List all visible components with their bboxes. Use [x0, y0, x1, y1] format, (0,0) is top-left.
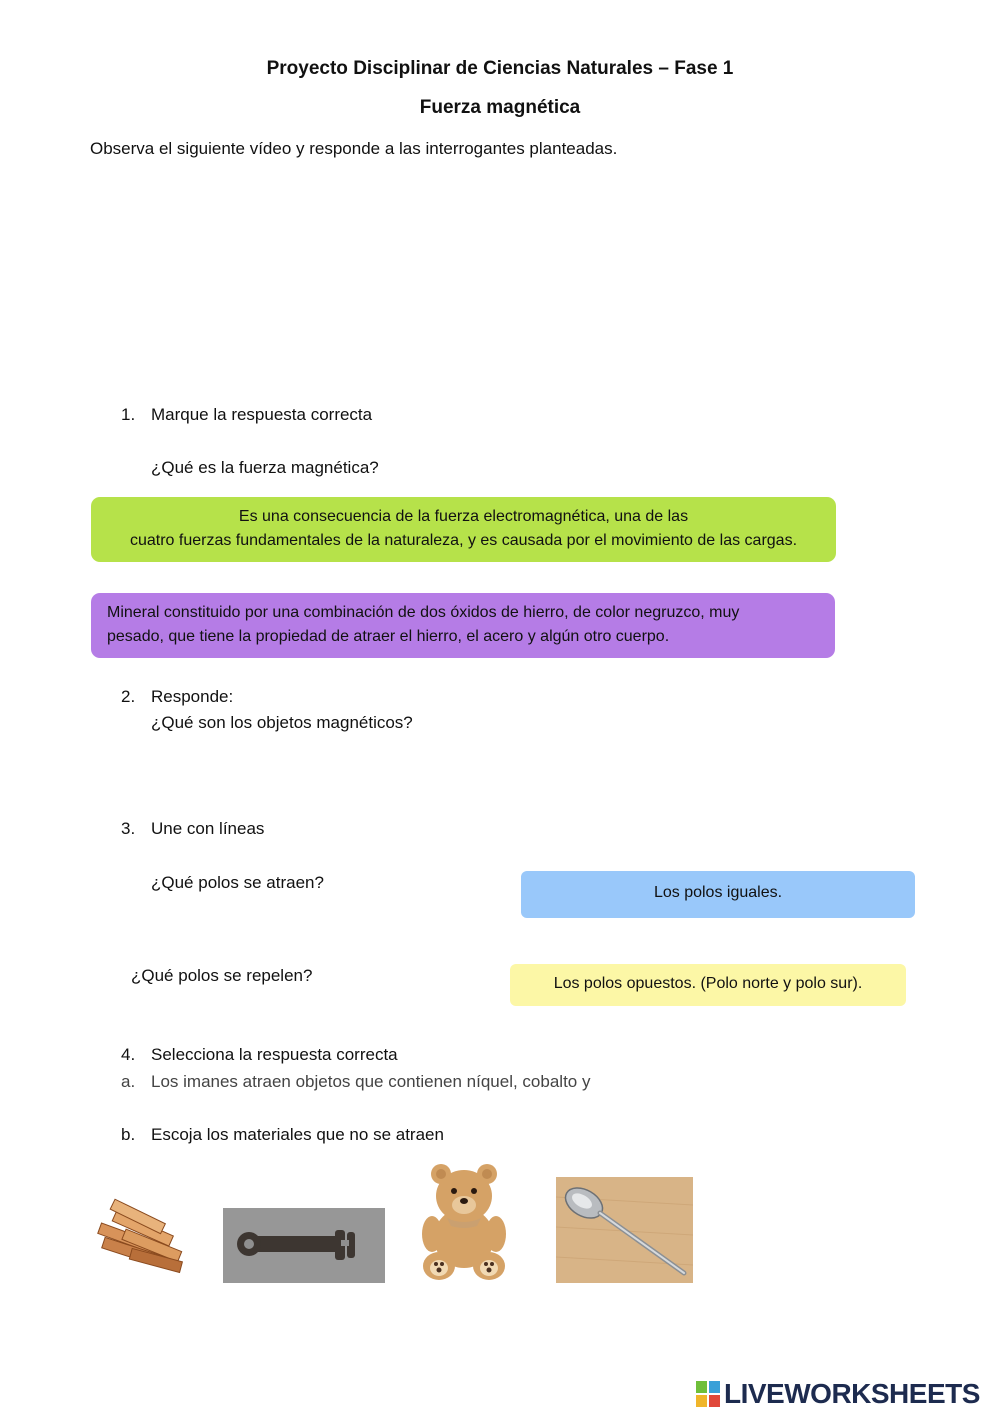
- q4-b-text: Escoja los materiales que no se atraen: [151, 1125, 444, 1144]
- liveworksheets-text: LIVEWORKSHEETS: [724, 1378, 980, 1409]
- metal-spoon-image[interactable]: [556, 1177, 693, 1283]
- instruction-text: Observa el siguiente vídeo y responde a las interrogantes planteadas.: [90, 139, 618, 158]
- page-title: Proyecto Disciplinar de Ciencias Naturales – Fase 1: [266, 58, 734, 79]
- q1-question: ¿Qué es la fuerza magnética?: [151, 458, 379, 477]
- q3-number: 3.: [121, 819, 136, 838]
- q4-b: [121, 1125, 444, 1145]
- q1-heading: [121, 405, 372, 425]
- page-subtitle: Fuerza magnética: [419, 97, 581, 118]
- q4-b-letter: b.: [121, 1125, 136, 1144]
- q4-a: [121, 1072, 590, 1092]
- q3-heading: [121, 819, 264, 839]
- q2-label: Responde:: [151, 687, 234, 706]
- q1-option-b-line1: Mineral constituido por una combinación de dos óxidos de hierro, de color negruzco, muy: [107, 604, 740, 621]
- q1-option-a-line2: cuatro fuerzas fundamentales de la naturaleza, y es causada por el movimiento de las cargas.: [129, 532, 798, 549]
- q4-label: Selecciona la respuesta correcta: [151, 1045, 398, 1064]
- liveworksheets-icon: [696, 1381, 720, 1407]
- metal-key-image[interactable]: [223, 1208, 385, 1283]
- q1-option-a-line1: Es una consecuencia de la fuerza electromagnética, una de las: [238, 508, 689, 525]
- q3-right-2[interactable]: Los polos opuestos. (Polo norte y polo sur).: [510, 964, 906, 1006]
- q2-number: 2.: [121, 687, 136, 706]
- wood-sticks-image[interactable]: [92, 1195, 188, 1280]
- q1-option-a[interactable]: [91, 497, 836, 562]
- q2-question: ¿Qué son los objetos magnéticos?: [151, 713, 413, 732]
- q1-option-b-line2: pesado, que tiene la propiedad de atraer el hierro, el acero y algún otro cuerpo.: [107, 628, 670, 645]
- q4-a-letter: a.: [121, 1072, 136, 1091]
- q3-left-2[interactable]: ¿Qué polos se repelen?: [131, 966, 313, 985]
- teddy-bear-image[interactable]: [417, 1160, 511, 1283]
- q1-label: Marque la respuesta correcta: [151, 405, 373, 424]
- liveworksheets-logo: [696, 1374, 980, 1414]
- q1-option-b[interactable]: [91, 593, 835, 658]
- q4-heading: [121, 1045, 398, 1065]
- q4-number: 4.: [121, 1045, 136, 1064]
- q1-number: 1.: [121, 405, 136, 424]
- q4-a-text: Los imanes atraen objetos que contienen níquel, cobalto y: [151, 1072, 591, 1091]
- q3-right-1[interactable]: Los polos iguales.: [521, 871, 915, 918]
- q3-label: Une con líneas: [151, 819, 265, 838]
- q2-heading: [121, 687, 233, 707]
- q3-left-1[interactable]: ¿Qué polos se atraen?: [151, 873, 324, 892]
